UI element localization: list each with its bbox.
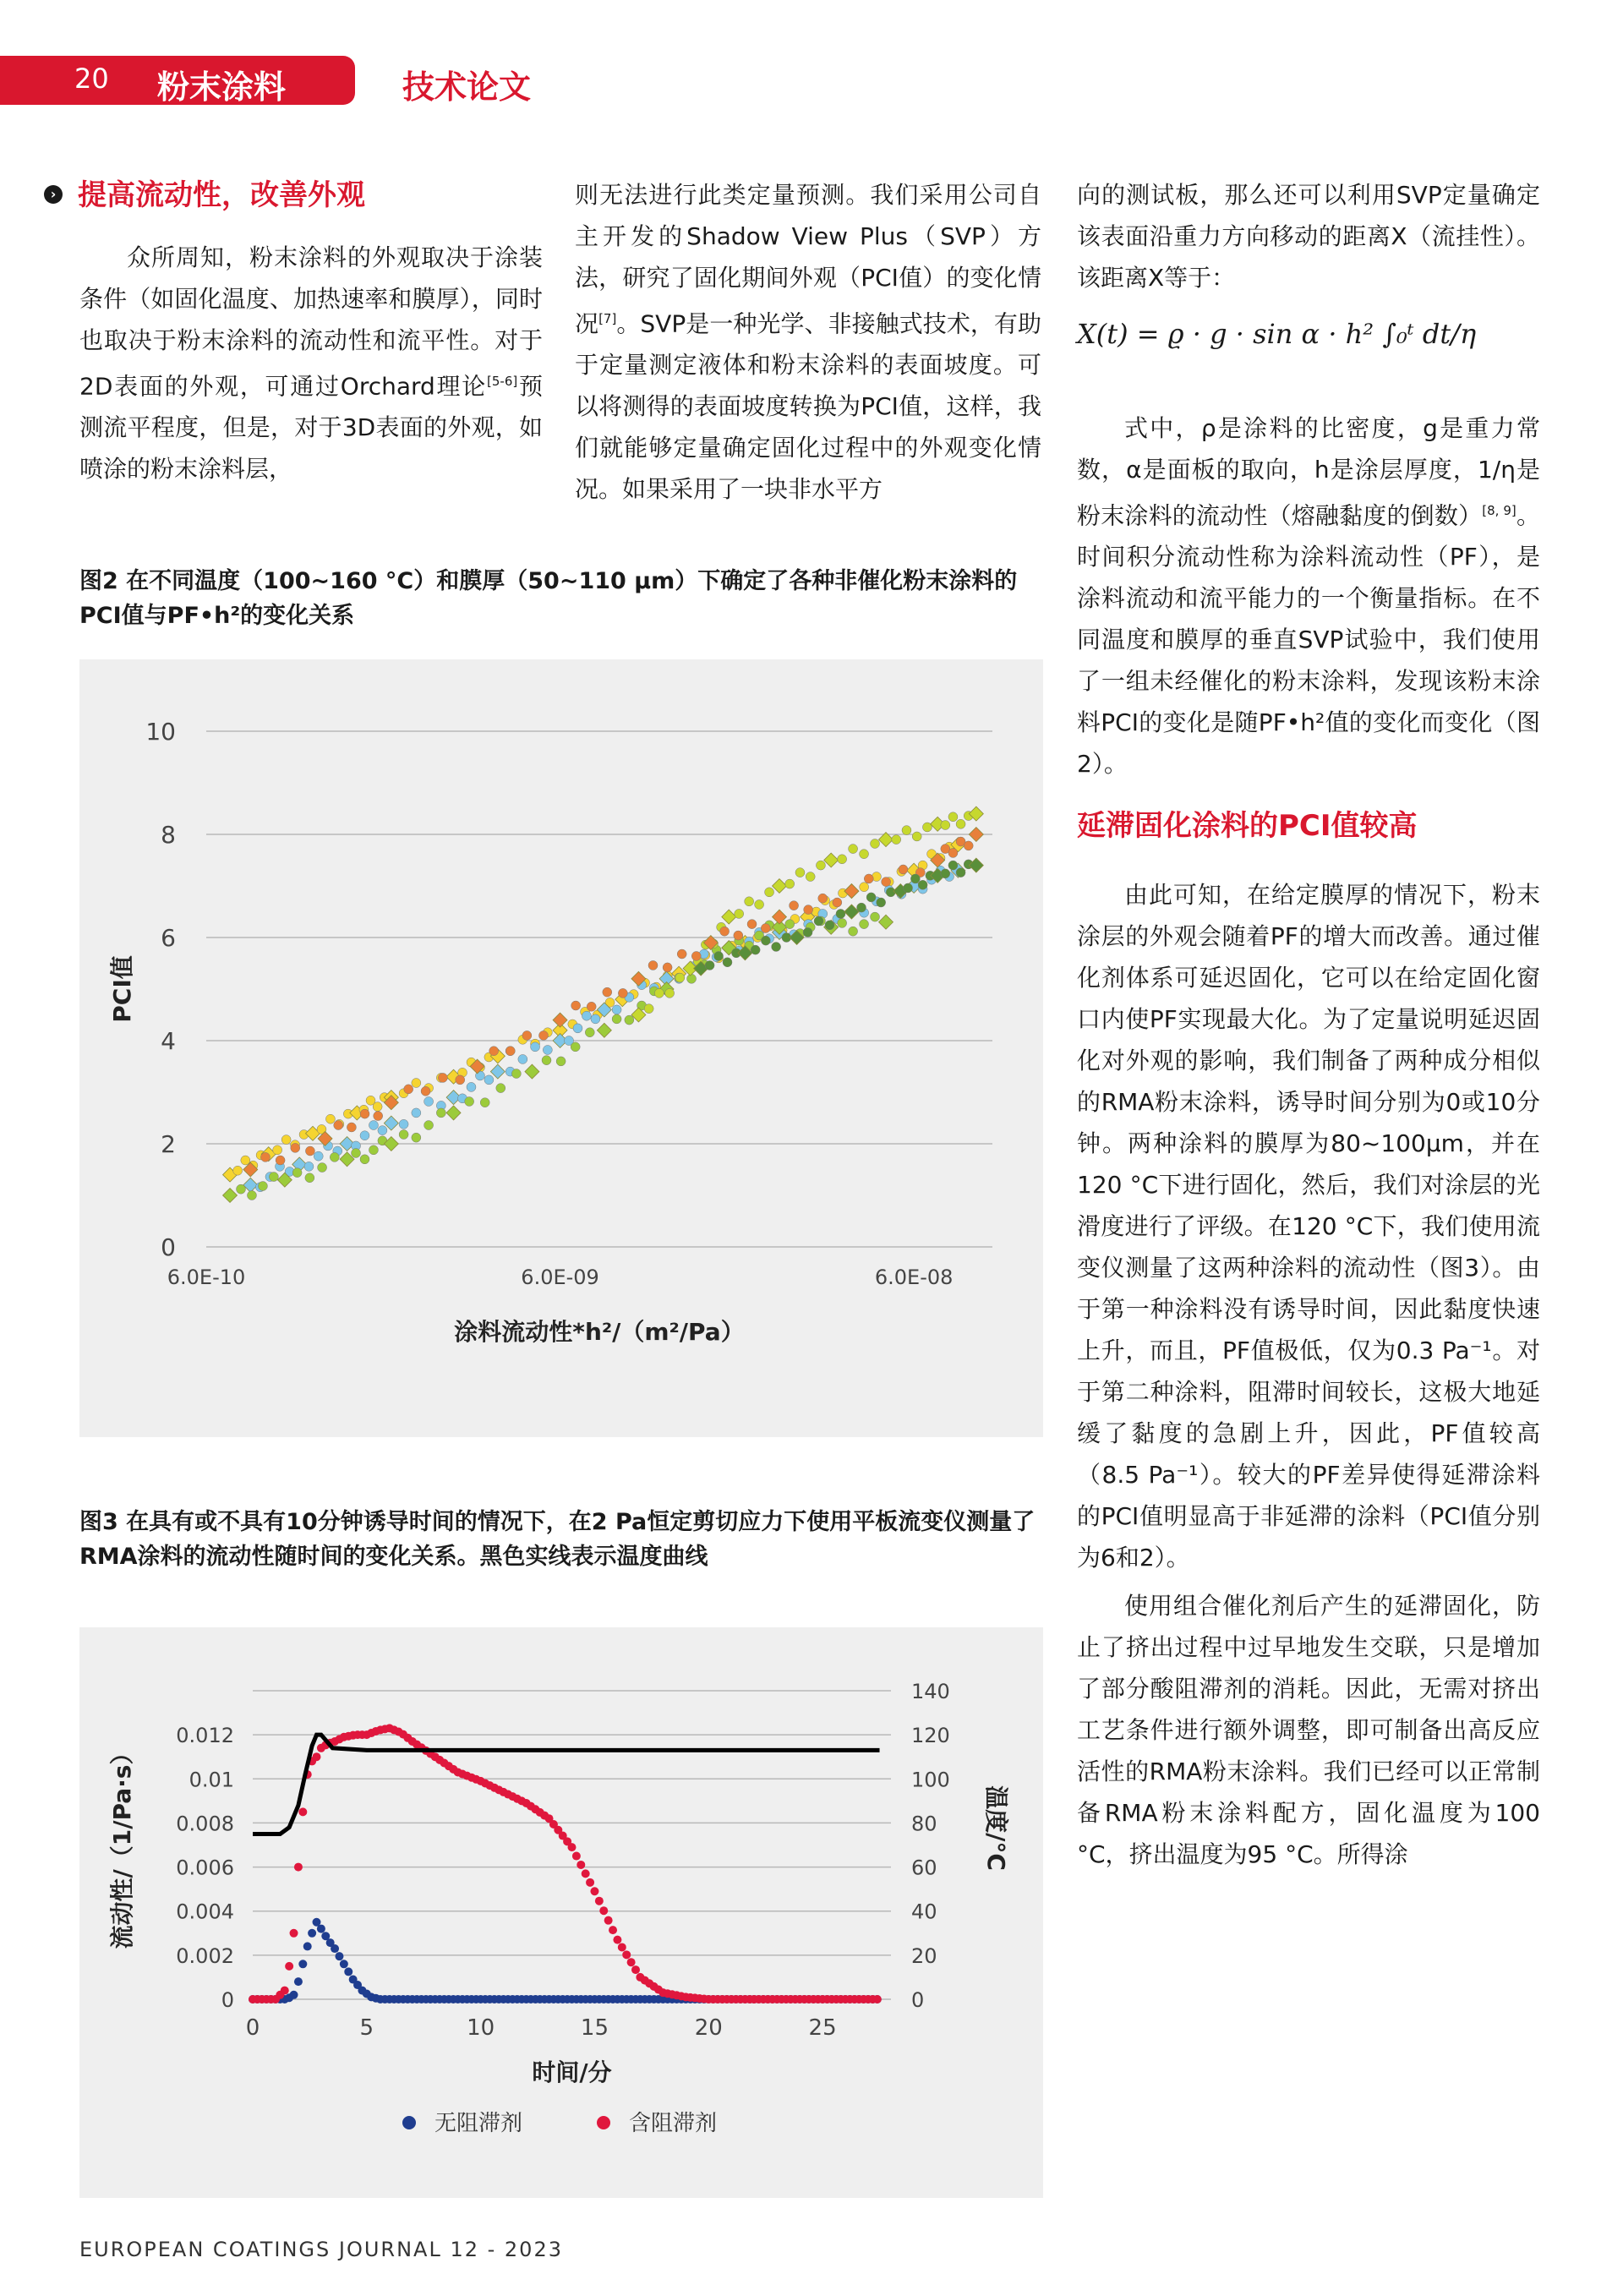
- y-tick-label: 0: [161, 1233, 176, 1261]
- data-point: [654, 988, 664, 998]
- data-point: [352, 1148, 361, 1157]
- data-point: [285, 1962, 293, 1971]
- data-point: [290, 1929, 298, 1938]
- formula: [1077, 318, 1476, 350]
- data-point: [303, 1942, 312, 1950]
- data-point: [505, 1047, 515, 1056]
- data-point: [691, 951, 701, 960]
- data-point: [525, 1064, 539, 1079]
- data-point: [369, 1145, 378, 1155]
- data-point: [281, 1135, 291, 1145]
- data-point: [556, 1057, 566, 1066]
- data-point: [489, 1047, 499, 1056]
- data-point: [330, 1152, 339, 1162]
- data-point: [347, 1123, 356, 1132]
- y2-tick-label: 40: [911, 1900, 937, 1924]
- data-point: [948, 812, 958, 822]
- paragraph: 众所周知，粉末涂料的外观取决于涂装条件（如固化温度、加热速率和膜厚），同时也取决于粉末涂料的流动性和流平性。对于2D表面的外观，可通过Orchard理论[5-6]预测流平程度，但是，对于3D表面的外观，如喷涂的粉末涂料层，: [79, 243, 543, 484]
- data-point: [553, 1013, 567, 1027]
- formula-text: X(t) = ϱ · g · sin α · h² ∫₀ᵗ dt/η: [1077, 318, 1477, 350]
- y-tick-label: 0.01: [189, 1768, 234, 1792]
- data-point: [467, 1082, 476, 1091]
- y-tick-label: 4: [161, 1027, 176, 1055]
- page-number: 20: [74, 63, 109, 95]
- data-point: [360, 1109, 369, 1118]
- figure-3-chart: [79, 1627, 1043, 2198]
- data-point: [864, 874, 873, 883]
- data-point: [761, 924, 770, 933]
- data-point: [838, 918, 847, 927]
- y-tick-label: 0.002: [176, 1943, 234, 1968]
- data-point: [334, 1121, 343, 1130]
- data-point: [412, 1133, 421, 1142]
- data-point: [941, 869, 950, 878]
- data-point: [335, 1952, 343, 1960]
- data-point: [714, 951, 724, 960]
- data-point: [340, 1960, 348, 1968]
- magazine-name: 粉末涂料: [157, 68, 287, 106]
- y2-axis-label: 温度/°C: [982, 1785, 1010, 1871]
- y-tick-label: 0.012: [176, 1724, 234, 1748]
- data-point: [538, 1030, 548, 1040]
- data-point: [609, 1926, 617, 1934]
- data-point: [281, 1987, 289, 1995]
- data-point: [723, 958, 732, 967]
- data-point: [595, 1897, 604, 1905]
- data-point: [585, 1028, 594, 1037]
- data-point: [948, 861, 958, 870]
- data-point: [543, 1045, 552, 1054]
- data-point: [586, 1878, 594, 1887]
- data-point: [522, 1030, 532, 1040]
- data-point: [625, 1015, 634, 1025]
- figure-2-caption: 图2 在不同温度（100~160 °C）和膜厚（50~110 μm）下确定了各种非催化粉末涂料的PCI值与PF•h²的变化关系: [79, 568, 1018, 629]
- legend-marker: [402, 2116, 416, 2129]
- data-point: [490, 1064, 505, 1079]
- data-point: [412, 1079, 421, 1088]
- paragraph: 使用组合催化剂后产生的延滞固化，防止了挤出过程中过早地发生交联，只是增加了部分酸阻滞剂的消耗。因此，无需对挤出工艺条件进行额外调整，即可制备出高反应活性的RMA粉末涂料。我们已经可以正常制备RMA粉末涂料配方，固化温度为100 °C，挤出温度为95 °C。所得涂: [1077, 1592, 1540, 1869]
- data-point: [258, 1182, 267, 1191]
- x-tick-label: 5: [359, 2015, 374, 2041]
- y-tick-label: 2: [161, 1130, 176, 1158]
- data-point: [806, 872, 815, 882]
- y-tick-label: 0: [221, 1988, 234, 2012]
- y2-tick-label: 80: [911, 1812, 937, 1836]
- data-point: [518, 1054, 527, 1063]
- x-tick-label: 6.0E-10: [167, 1266, 246, 1289]
- data-point: [941, 821, 950, 830]
- data-point: [604, 1916, 613, 1925]
- paragraph: 由此可知，在给定膜厚的情况下，粉末涂层的外观会随着PF的增大而改善。通过催化剂体系可延迟固化，它可以在给定固化窗口内使PF实现最大化。为了定量说明延迟固化对外观的影响，我们制备了两种成分相似的RMA粉末涂料，诱导时间分别为0或10分钟。两种涂料的膜厚为80~100μm，并在120 °C下进行固化，然后，我们对涂层的光滑度进行了评级。在120 °C下，我们使用流变仪测量了这两种涂料的流动性（图3）。由于第一种涂料没有诱导时间，因此黏度快速上升，而且，PF值极低，仅为0.3 Pa⁻¹。对于第二种涂料，阻滞时间较长，这极大地延缓了黏度的急剧上升，因此，PF值较高（8.5 Pa⁻¹）。较大的PF差异使得延滞涂料的PCI值明显高于非延滞的涂料（PCI值分别为6和2）。: [1077, 881, 1540, 1572]
- section-label: 技术论文: [402, 68, 532, 106]
- data-point: [969, 828, 983, 842]
- data-point: [599, 1906, 608, 1915]
- column-3: [1077, 174, 1540, 298]
- data-point: [291, 1143, 300, 1152]
- y2-tick-label: 0: [911, 1988, 925, 2012]
- data-point: [860, 920, 869, 929]
- data-point: [735, 909, 744, 918]
- data-point: [866, 893, 876, 902]
- y-tick-label: 0.008: [176, 1812, 234, 1836]
- data-point: [892, 835, 901, 845]
- y-tick-label: 8: [161, 821, 176, 849]
- data-point: [223, 1189, 238, 1203]
- data-point: [233, 1166, 243, 1175]
- x-tick-label: 6.0E-09: [521, 1266, 599, 1289]
- y-tick-label: 10: [145, 718, 176, 746]
- data-point: [838, 855, 847, 864]
- data-point: [663, 963, 672, 972]
- data-point: [665, 988, 675, 998]
- data-point: [582, 1869, 590, 1878]
- y2-tick-label: 100: [911, 1768, 950, 1792]
- flowability-time-chart: [79, 1627, 1043, 2198]
- data-point: [814, 916, 823, 926]
- data-point: [761, 936, 770, 945]
- data-point: [597, 1023, 611, 1037]
- data-point: [399, 1119, 408, 1129]
- y-tick-label: 0.006: [176, 1856, 234, 1880]
- data-point: [627, 1958, 636, 1966]
- data-point: [705, 960, 714, 970]
- paragraph: 则无法进行此类定量预测。我们采用公司自主开发的Shadow View Plus（SVP）方法，研究了固化期间外观（PCI值）的变化情况[7]。SVP是一种光学、非接触式技术，有助于定量测定液体和粉末涂料的表面坡度。可以将测得的表面坡度转换为PCI值，这样，我们就能够定量确定固化过程中的外观变化情况。如果采用了一块非水平方: [575, 181, 1041, 504]
- column-3-cont: [1077, 407, 1540, 1875]
- data-point: [871, 839, 880, 848]
- data-point: [720, 927, 730, 936]
- data-point: [873, 1995, 882, 2004]
- data-point: [399, 1130, 408, 1140]
- data-point: [290, 1991, 298, 1999]
- data-point: [247, 1191, 256, 1200]
- data-point: [590, 1887, 598, 1895]
- data-point: [899, 865, 908, 874]
- data-point: [542, 1056, 551, 1065]
- reference: [7]: [598, 311, 617, 326]
- data-point: [648, 960, 658, 970]
- data-point: [313, 1752, 321, 1761]
- data-point: [904, 883, 913, 893]
- data-point: [631, 1965, 640, 1974]
- section-heading: › 提高流动性，改善外观: [44, 174, 543, 216]
- data-point: [804, 905, 813, 915]
- data-point: [446, 1106, 461, 1120]
- data-point: [236, 1184, 245, 1194]
- data-point: [747, 920, 757, 929]
- section-heading-2: 延滞固化涂料的PCI值较高: [1077, 809, 1418, 844]
- data-point: [378, 1126, 387, 1135]
- data-point: [765, 888, 774, 897]
- data-point: [912, 832, 921, 841]
- figure-3-caption: 图3 在具有或不具有10分钟诱导时间的情况下，在2 Pa恒定剪切应力下使用平板流变仪测量了RMA涂料的流动性随时间的变化关系。黑色实线表示温度曲线: [79, 1509, 1036, 1570]
- data-point: [374, 1112, 383, 1121]
- data-point: [572, 1852, 581, 1861]
- data-point: [325, 1114, 335, 1123]
- data-point: [484, 1075, 494, 1085]
- data-point: [304, 1162, 314, 1171]
- data-point: [582, 1011, 591, 1020]
- data-point: [910, 874, 920, 883]
- data-point: [318, 1163, 327, 1173]
- column-1: [44, 174, 543, 489]
- data-point: [404, 1085, 413, 1094]
- data-point: [755, 899, 764, 909]
- data-point: [269, 1173, 278, 1182]
- figure-2-chart: [79, 659, 1043, 1437]
- data-point: [618, 988, 627, 998]
- data-point: [587, 1002, 596, 1011]
- data-point: [424, 1121, 434, 1130]
- data-point: [360, 1155, 369, 1164]
- data-point: [644, 1004, 653, 1014]
- x-axis-label: 时间/分: [532, 2058, 612, 2086]
- data-point: [618, 1943, 626, 1951]
- data-point: [511, 1069, 521, 1079]
- data-point: [836, 909, 845, 918]
- data-point: [260, 1152, 270, 1162]
- data-point: [877, 898, 886, 907]
- data-point: [412, 1108, 421, 1118]
- data-point: [612, 1014, 621, 1024]
- data-point: [773, 879, 787, 894]
- data-point: [956, 868, 965, 877]
- data-point: [675, 973, 685, 982]
- y2-tick-label: 120: [911, 1724, 950, 1748]
- y-tick-label: 0.004: [176, 1900, 234, 1924]
- reference: [5-6]: [487, 374, 518, 389]
- data-point: [871, 912, 880, 921]
- data-point: [314, 1151, 323, 1161]
- data-point: [421, 1086, 430, 1096]
- legend-label: 无阻滞剂: [434, 2111, 523, 2136]
- legend-marker: [597, 2116, 610, 2129]
- y-axis-label: 流动性/（1/Pa·s）: [108, 1741, 136, 1949]
- data-point: [298, 1807, 307, 1816]
- data-point: [860, 850, 869, 859]
- data-point: [369, 1121, 378, 1130]
- data-point: [849, 927, 858, 936]
- data-point: [833, 898, 842, 907]
- data-point: [294, 1977, 303, 1986]
- data-point: [918, 880, 927, 889]
- x-tick-label: 15: [580, 2015, 609, 2041]
- data-point: [317, 1925, 325, 1933]
- data-point: [436, 1108, 445, 1118]
- x-tick-label: 0: [245, 2015, 260, 2041]
- data-point: [772, 942, 781, 951]
- data-point: [677, 949, 686, 959]
- legend-label: 含阻滞剂: [629, 2111, 718, 2136]
- data-point: [790, 901, 799, 910]
- data-point: [568, 1843, 577, 1851]
- data-point: [273, 1145, 282, 1155]
- data-point: [298, 1960, 307, 1968]
- data-point: [818, 894, 828, 903]
- data-point: [751, 945, 760, 954]
- data-point: [331, 1944, 339, 1953]
- data-point: [424, 1096, 434, 1106]
- y-axis-label: PCI值: [108, 955, 136, 1023]
- data-point: [613, 1936, 621, 1944]
- data-point: [882, 877, 891, 887]
- data-point: [571, 1001, 581, 1010]
- chevron-right-icon: ›: [44, 185, 63, 204]
- data-point: [773, 910, 787, 924]
- x-tick-label: 25: [808, 2015, 837, 2041]
- data-point: [480, 1098, 489, 1107]
- data-point: [857, 903, 866, 912]
- x-tick-label: 10: [467, 2015, 495, 2041]
- y2-tick-label: 140: [911, 1680, 950, 1703]
- data-point: [734, 931, 743, 940]
- data-point: [948, 848, 958, 857]
- data-point: [785, 920, 795, 929]
- column-2: [575, 174, 1041, 510]
- temperature-line: [253, 1735, 880, 1834]
- data-point: [373, 1102, 382, 1112]
- data-point: [849, 845, 858, 854]
- data-point: [612, 1005, 621, 1014]
- data-point: [577, 1861, 585, 1869]
- data-point: [956, 819, 965, 828]
- pci-scatter-chart: [79, 659, 1043, 1437]
- x-tick-label: 6.0E-08: [874, 1266, 954, 1289]
- data-point: [465, 1096, 474, 1106]
- data-point: [745, 897, 754, 906]
- data-point: [824, 853, 839, 867]
- footer-journal: EUROPEAN COATINGS JOURNAL 12 - 2023: [79, 2238, 563, 2261]
- reference: [8, 9]: [1482, 503, 1516, 518]
- data-point: [816, 861, 825, 870]
- data-point: [785, 879, 795, 888]
- data-point: [531, 1042, 540, 1052]
- data-point: [722, 910, 736, 924]
- y-tick-label: 6: [161, 924, 176, 952]
- paragraph: 向的测试板，那么还可以利用SVP定量确定该表面沿重力方向移动的距离X（流挂性）。该距离X等于：: [1077, 181, 1540, 292]
- data-point: [879, 915, 893, 929]
- data-point: [591, 1014, 600, 1024]
- data-point: [496, 1084, 505, 1093]
- x-axis-label: 涂料流动性*h²/（m²/Pa）: [454, 1318, 745, 1346]
- data-point: [573, 1024, 582, 1033]
- data-point: [305, 1173, 314, 1183]
- data-point: [294, 1863, 303, 1872]
- y2-tick-label: 60: [911, 1856, 937, 1880]
- data-point: [305, 1146, 314, 1156]
- data-point: [795, 868, 805, 877]
- data-point: [344, 1967, 352, 1976]
- paragraph: 式中，ρ是涂料的比密度，g是重力常数，α是面板的取向，h是涂层厚度，1/η是粉末涂料的流动性（熔融黏度的倒数）[8, 9]。时间积分流动性称为涂料流动性（PF），是涂料流动和流平能力的一个衡量指标。在不同温度和膜厚的垂直SVP试验中，我们使用了一组未经催化的粉末涂料，发现该粉末涂料PCI的变化是随PF•h²值的变化而变化（图2）。: [1077, 414, 1540, 779]
- data-point: [360, 1131, 369, 1140]
- data-point: [825, 921, 834, 930]
- data-point: [438, 1073, 447, 1082]
- data-point: [603, 987, 612, 997]
- data-point: [803, 927, 812, 937]
- x-tick-label: 20: [694, 2015, 723, 2041]
- data-point: [860, 883, 869, 892]
- data-point: [902, 826, 911, 835]
- data-point: [292, 1168, 302, 1178]
- data-point: [276, 1156, 285, 1165]
- data-point: [571, 1042, 580, 1052]
- data-point: [456, 1075, 465, 1085]
- y2-tick-label: 20: [911, 1943, 937, 1968]
- data-point: [622, 1950, 631, 1959]
- data-point: [308, 1929, 316, 1938]
- data-point: [964, 841, 973, 850]
- data-point: [687, 974, 697, 983]
